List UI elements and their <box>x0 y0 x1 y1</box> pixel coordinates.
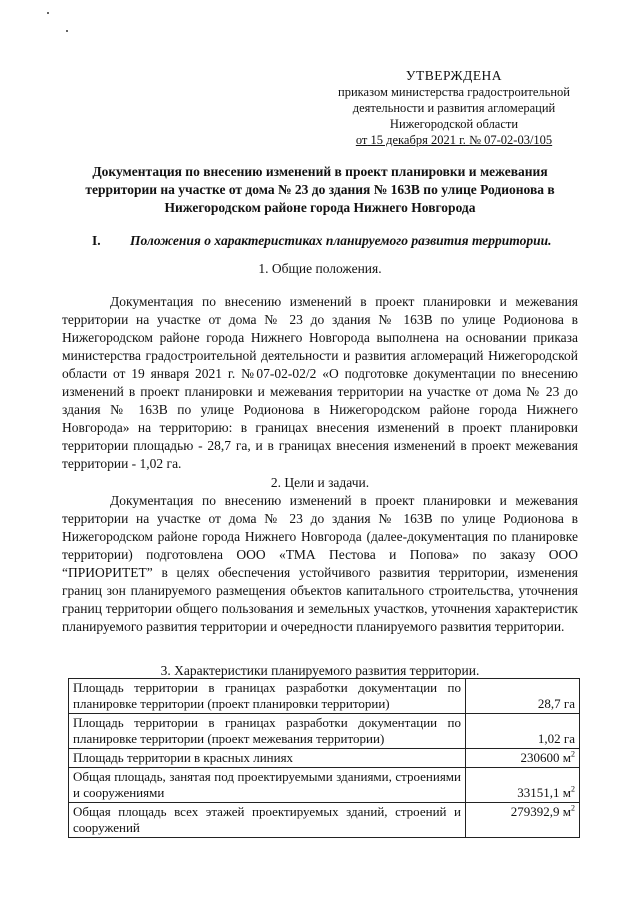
table-row <box>69 679 580 714</box>
row-label: Площадь территории в границах разработки документации по планировке территории (проект планировки территории) <box>69 679 466 714</box>
approval-date-prefix: от <box>355 133 368 147</box>
approval-number: № 07-02-03/105 <box>469 133 553 147</box>
row-value: 230600 $м^2$ <box>466 749 580 768</box>
table-row <box>69 749 580 768</box>
approval-line-2: деятельности и развития агломераций <box>352 101 556 115</box>
approval-date-line <box>320 132 588 148</box>
scan-speck <box>66 30 68 32</box>
approval-date: 15 декабря 2021 г. <box>370 133 466 147</box>
table-row <box>69 768 580 803</box>
scan-speck <box>47 12 49 14</box>
subheading-general: 1. Общие положения. <box>258 261 382 276</box>
document-title: Документация по внесению изменений в проект планировки и межевания территории на участке от дома № 23 до здания № 163В по улице Родионова в Нижегородском районе города Нижнего Новгорода <box>85 164 555 215</box>
section-heading <box>92 232 582 250</box>
subheading-goals: 2. Цели и задачи. <box>270 475 370 490</box>
row-label: Площадь территории в границах разработки документации по планировке территории (проект межевания территории) <box>69 714 466 749</box>
approval-heading: УТВЕРЖДЕНА <box>405 68 503 83</box>
row-value: 33151,1 $м^2$ <box>466 768 580 803</box>
row-label: Общая площадь всех этажей проектируемых зданий, строений и сооружений <box>69 803 466 838</box>
characteristics-table <box>68 678 580 838</box>
table-row <box>69 803 580 838</box>
paragraph-goals: Документация по внесению изменений в проект планировки и межевания территории на участке от дома № 23 до здания № 163В по улице Родионова в Нижегородском районе города Нижнего Новгорода (далее-документация по планировке территории) подготовлена ООО «ТМА Пестова и Попова» по заказу ООО “ПРИОРИТЕТ” в целях обеспечения устойчивого развития территории, изменения границ зон планируемого размещения объектов капитального строительства, уточнения границ территории общего пользования и земельных участков, уточнения характеристик планируемого развития территории и очередности планируемого развития территории. <box>62 493 578 634</box>
approval-line-3: Нижегородской области <box>389 117 519 131</box>
approval-line-1: приказом министерства градостроительной <box>338 85 570 99</box>
row-value: 1,02 га <box>466 714 580 749</box>
approval-stamp <box>320 68 588 148</box>
row-value: 28,7 га <box>466 679 580 714</box>
row-label: Общая площадь, занятая под проектируемыми зданиями, строениями и сооружениями <box>69 768 466 803</box>
section-title: Положения о характеристиках планируемого развития территории. <box>130 233 552 248</box>
paragraph-general: Документация по внесению изменений в проект планировки и межевания территории на участке от дома № 23 до здания № 163В по улице Родионова в Нижегородском районе города Нижнего Новгорода выполнена на основании приказа министерства градостроительной деятельности и развития агломераций Нижегородской области от 19 января 2021 г. №07-02-02/2 «О подготовке документации по внесению изменений в проект планировки и межевания территории на участке от дома № 23 до здания № 163В по улице Родионова в Нижегородском районе города Нижнего Новгорода» на территорию: в границах внесения изменений в проект планировки территории площадью - 28,7 га, и в границах внесения изменений в проект межевания территории - 1,02 га. <box>62 294 578 471</box>
row-label: Площадь территории в красных линиях <box>69 749 466 768</box>
table-row <box>69 714 580 749</box>
section-number: I. <box>92 233 101 248</box>
row-value: 279392,9 $м^2$ <box>466 803 580 838</box>
table-caption: 3. Характеристики планируемого развития территории. <box>160 663 480 678</box>
